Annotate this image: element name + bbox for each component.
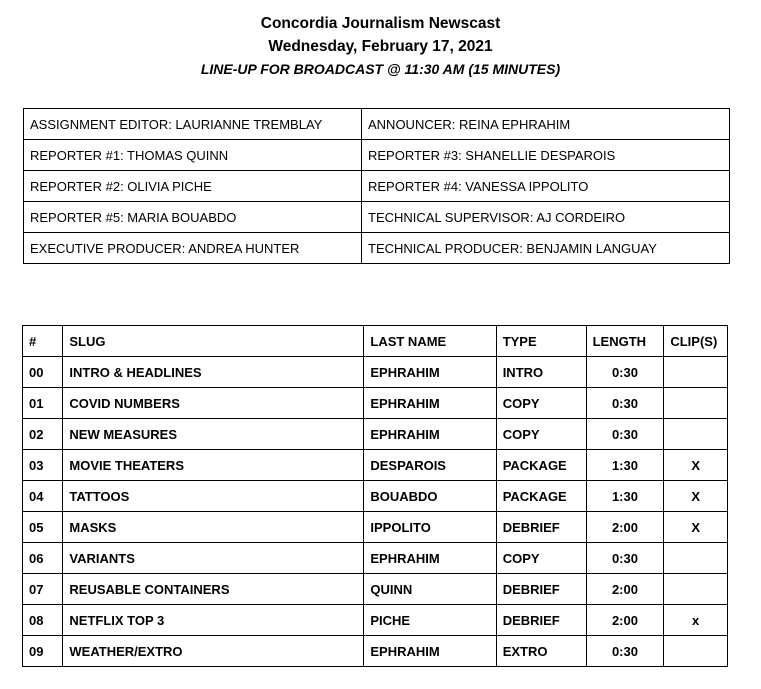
story-clips[interactable] <box>664 357 728 388</box>
lineup-header-row <box>23 326 728 357</box>
staff-row <box>24 171 730 202</box>
story-length[interactable]: 2:00 <box>586 605 664 636</box>
lineup-row <box>23 419 728 450</box>
story-number[interactable]: 03 <box>23 450 63 481</box>
story-last-name[interactable]: EPHRAHIM <box>364 388 496 419</box>
column-header-length[interactable]: LENGTH <box>586 326 664 357</box>
story-last-name[interactable]: EPHRAHIM <box>364 419 496 450</box>
column-header-clips[interactable]: CLIP(S) <box>664 326 728 357</box>
column-header-type[interactable]: TYPE <box>496 326 586 357</box>
story-clips[interactable]: X <box>664 450 728 481</box>
lineup-row <box>23 605 728 636</box>
staff-cell[interactable]: REPORTER #2: OLIVIA PICHE <box>24 171 362 202</box>
staff-cell[interactable]: TECHNICAL SUPERVISOR: AJ CORDEIRO <box>362 202 730 233</box>
story-type[interactable]: PACKAGE <box>496 450 586 481</box>
staff-row <box>24 233 730 264</box>
story-length[interactable]: 1:30 <box>586 450 664 481</box>
story-number[interactable]: 05 <box>23 512 63 543</box>
story-length[interactable]: 0:30 <box>586 357 664 388</box>
story-last-name[interactable]: DESPAROIS <box>364 450 496 481</box>
column-header-last-name[interactable]: LAST NAME <box>364 326 496 357</box>
story-slug[interactable]: TATTOOS <box>63 481 364 512</box>
column-header-slug[interactable]: SLUG <box>63 326 364 357</box>
story-slug[interactable]: VARIANTS <box>63 543 364 574</box>
story-clips[interactable]: x <box>664 605 728 636</box>
lineup-table <box>22 325 728 667</box>
story-last-name[interactable]: EPHRAHIM <box>364 357 496 388</box>
lineup-row <box>23 450 728 481</box>
story-number[interactable]: 06 <box>23 543 63 574</box>
story-slug[interactable]: WEATHER/EXTRO <box>63 636 364 667</box>
staff-cell[interactable]: TECHNICAL PRODUCER: BENJAMIN LANGUAY <box>362 233 730 264</box>
story-type[interactable]: PACKAGE <box>496 481 586 512</box>
staff-row <box>24 109 730 140</box>
story-slug[interactable]: NETFLIX TOP 3 <box>63 605 364 636</box>
story-slug[interactable]: MASKS <box>63 512 364 543</box>
story-length[interactable]: 0:30 <box>586 419 664 450</box>
story-type[interactable]: COPY <box>496 388 586 419</box>
story-number[interactable]: 08 <box>23 605 63 636</box>
story-type[interactable]: COPY <box>496 419 586 450</box>
story-slug[interactable]: REUSABLE CONTAINERS <box>63 574 364 605</box>
story-type[interactable]: DEBRIEF <box>496 605 586 636</box>
staff-row <box>24 202 730 233</box>
staff-cell[interactable]: EXECUTIVE PRODUCER: ANDREA HUNTER <box>24 233 362 264</box>
broadcast-date: Wednesday, February 17, 2021 <box>268 38 493 55</box>
story-slug[interactable]: COVID NUMBERS <box>63 388 364 419</box>
lineup-row <box>23 543 728 574</box>
story-last-name[interactable]: EPHRAHIM <box>364 636 496 667</box>
story-last-name[interactable]: BOUABDO <box>364 481 496 512</box>
story-last-name[interactable]: EPHRAHIM <box>364 543 496 574</box>
lineup-row <box>23 357 728 388</box>
story-length[interactable]: 1:30 <box>586 481 664 512</box>
staff-cell[interactable]: REPORTER #4: VANESSA IPPOLITO <box>362 171 730 202</box>
story-length[interactable]: 0:30 <box>586 636 664 667</box>
staff-cell[interactable]: ASSIGNMENT EDITOR: LAURIANNE TREMBLAY <box>24 109 362 140</box>
lineup-row <box>23 481 728 512</box>
staff-cell[interactable]: REPORTER #3: SHANELLIE DESPAROIS <box>362 140 730 171</box>
story-slug[interactable]: NEW MEASURES <box>63 419 364 450</box>
story-number[interactable]: 07 <box>23 574 63 605</box>
lineup-row <box>23 574 728 605</box>
story-clips[interactable] <box>664 388 728 419</box>
story-number[interactable]: 09 <box>23 636 63 667</box>
story-clips[interactable] <box>664 574 728 605</box>
newscast-title: Concordia Journalism Newscast <box>260 15 501 32</box>
story-last-name[interactable]: IPPOLITO <box>364 512 496 543</box>
staff-cell[interactable]: ANNOUNCER: REINA EPHRAHIM <box>362 109 730 140</box>
story-number[interactable]: 01 <box>23 388 63 419</box>
story-last-name[interactable]: PICHE <box>364 605 496 636</box>
lineup-row <box>23 636 728 667</box>
story-length[interactable]: 2:00 <box>586 512 664 543</box>
story-length[interactable]: 2:00 <box>586 574 664 605</box>
story-clips[interactable] <box>664 636 728 667</box>
staff-row <box>24 140 730 171</box>
story-type[interactable]: DEBRIEF <box>496 512 586 543</box>
story-slug[interactable]: MOVIE THEATERS <box>63 450 364 481</box>
lineup-body <box>23 357 728 667</box>
story-type[interactable]: DEBRIEF <box>496 574 586 605</box>
lineup-row <box>23 512 728 543</box>
story-clips[interactable] <box>664 543 728 574</box>
story-clips[interactable]: X <box>664 481 728 512</box>
story-length[interactable]: 0:30 <box>586 543 664 574</box>
story-last-name[interactable]: QUINN <box>364 574 496 605</box>
story-number[interactable]: 00 <box>23 357 63 388</box>
lineup-row <box>23 388 728 419</box>
story-number[interactable]: 02 <box>23 419 63 450</box>
staff-cell[interactable]: REPORTER #1: THOMAS QUINN <box>24 140 362 171</box>
staff-cell[interactable]: REPORTER #5: MARIA BOUABDO <box>24 202 362 233</box>
staff-table <box>23 108 730 264</box>
story-type[interactable]: EXTRO <box>496 636 586 667</box>
story-slug[interactable]: INTRO & HEADLINES <box>63 357 364 388</box>
story-clips[interactable] <box>664 419 728 450</box>
story-type[interactable]: INTRO <box>496 357 586 388</box>
story-type[interactable]: COPY <box>496 543 586 574</box>
story-number[interactable]: 04 <box>23 481 63 512</box>
column-header-number[interactable]: # <box>23 326 63 357</box>
story-length[interactable]: 0:30 <box>586 388 664 419</box>
lineup-subtitle: LINE-UP FOR BROADCAST @ 11:30 AM (15 MINUTES) <box>200 61 561 77</box>
story-clips[interactable]: X <box>664 512 728 543</box>
